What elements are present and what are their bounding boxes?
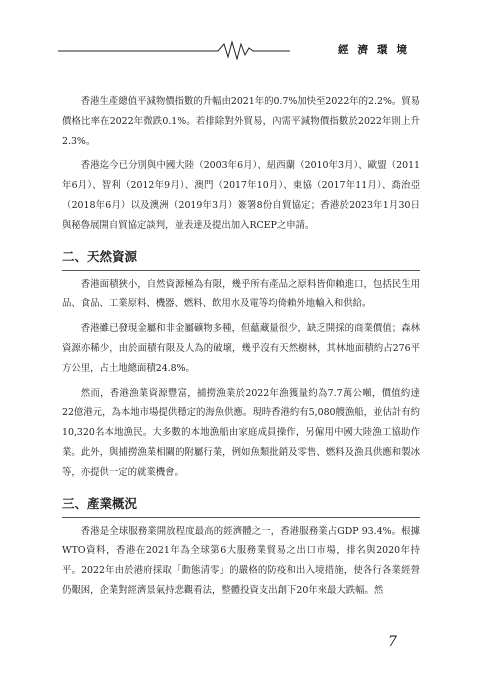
paragraph: 香港迄今已分別與中國大陸（2003年6月）、紐西蘭（2010年3月）、歐盟（2011年6月）、智利（2012年9月）、澳門（2017年10月）、東協（2017年11月）、喬治亞（2018年6月）以及澳洲（2019年3月）簽署8份自貿協定；香港於2023年1月30日與秘魯展開自貿協定談判，並表達及提出加入RCEP之申請。 xyxy=(62,160,420,231)
section-heading-natural-resources: 二、天然資源 xyxy=(62,246,420,271)
page-number: 7 xyxy=(388,634,397,650)
paragraph: 然而，香港漁業資源豐富，捕撈漁業於2022年漁獲量約為7.7萬公噸，價值約達22億港元，為本地市場提供穩定的海魚供應。現時香港約有5,080艘漁船，並估計有約10,320名本地漁民。大多數的本地漁船由家庭成員操作，另僱用中國大陸漁工協助作業。此外，與捕撈漁業相關的附屬行業，例如魚類批銷及零售、燃料及漁具供應和製冰等，亦提供一定的就業機會。 xyxy=(62,387,420,478)
section-heading-industry-overview: 三、產業概況 xyxy=(62,493,420,518)
paragraph: 香港生產總值平減物價指數的升幅由2021年的0.7%加快至2022年的2.2%。貿易價格比率在2022年微跌0.1%。若排除對外貿易，內需平減物價指數於2022年則上升2.3%。 xyxy=(62,96,420,147)
paragraph: 香港面積狹小，自然資源極為有限，幾乎所有產品之原料皆仰賴進口，包括民生用品、食品、工業原料、機器、燃料、飲用水及電等均倚賴外地輸入和供給。 xyxy=(62,278,420,310)
page-body xyxy=(62,92,420,606)
header-title: 經濟環境 xyxy=(338,44,416,56)
paragraph: 香港雖已發現金屬和非金屬礦物多種，但蘊藏量很少，缺乏開採的商業價值；森林資源亦稀少，由於面積有限及人為的破壞，幾乎沒有天然樹林，其林地面積約占276平方公里，占土地總面積24.8%。 xyxy=(62,323,420,374)
running-header xyxy=(58,40,424,60)
paragraph: 香港是全球服務業開放程度最高的經濟體之一，香港服務業占GDP 93.4%。根據WTO資料，香港在2021年為全球第6大服務業貿易之出口市場，排名與2020年持平。2022年由於港府採取「動態清零」的嚴格的防疫和出入境措施，使各行各業經營仍艱困，企業對經濟景氣持悲觀看法，整體投資支出創下20年來最大跌幅。然 xyxy=(62,525,420,596)
